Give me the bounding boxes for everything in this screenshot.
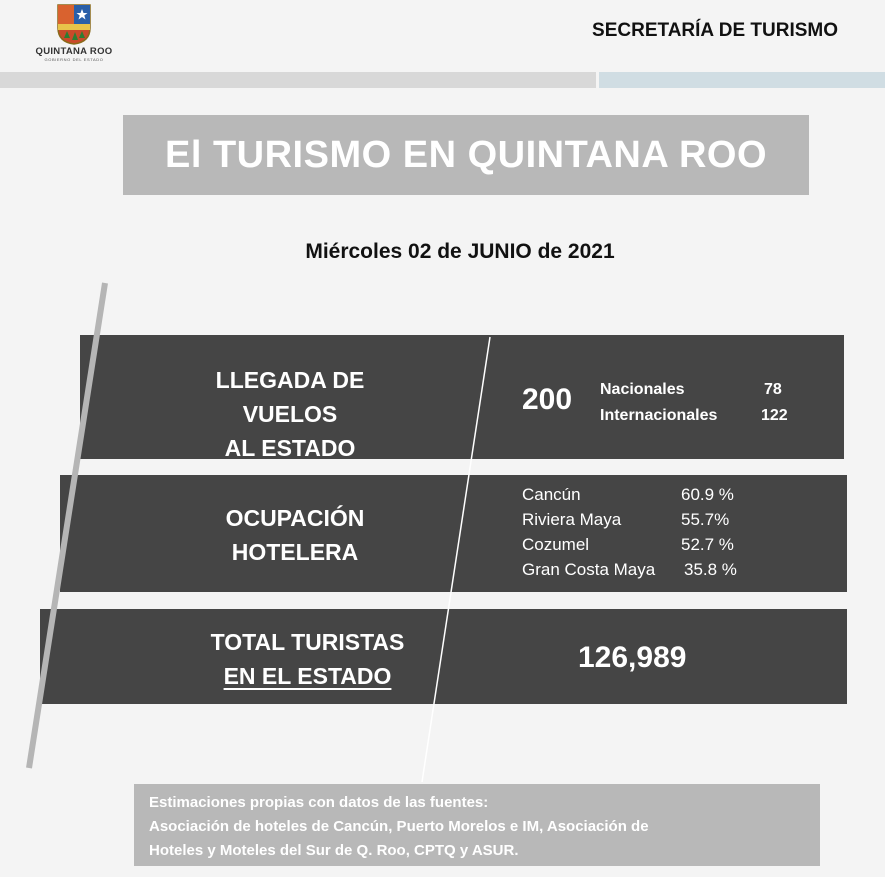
hotel-name: Cancún bbox=[522, 485, 581, 504]
vuelos-label-line1: LLEGADA DE VUELOS bbox=[215, 367, 365, 427]
hotel-name: Riviera Maya bbox=[522, 510, 622, 529]
sources-line-3: Hoteles y Moteles del Sur de Q. Roo, CPTQ y ASUR. bbox=[149, 842, 519, 859]
sources-line-1: Estimaciones propias con datos de las fuentes: bbox=[149, 794, 489, 811]
hotel-name: Cozumel bbox=[522, 535, 590, 554]
left-diagonal-line bbox=[29, 283, 105, 768]
page-title: El TURISMO EN QUINTANA ROO bbox=[165, 133, 767, 176]
turistas-total: 126,989 bbox=[578, 641, 687, 674]
sources-box bbox=[134, 784, 820, 866]
hotel-value: 60.9 % bbox=[681, 485, 734, 504]
logo-text: QUINTANA ROO bbox=[35, 46, 113, 57]
hotel-value: 55.7% bbox=[681, 510, 730, 529]
ocupacion-label-line1: OCUPACIÓN bbox=[225, 505, 365, 531]
logo-subtext: GOBIERNO DEL ESTADO bbox=[44, 57, 104, 62]
secretaria-title: SECRETARÍA DE TURISMO bbox=[592, 20, 838, 41]
ocupacion-label-line2: HOTELERA bbox=[231, 539, 359, 565]
vuelos-total: 200 bbox=[522, 383, 573, 416]
nacionales-label: Nacionales bbox=[600, 381, 685, 398]
internacionales-label: Internacionales bbox=[600, 407, 718, 424]
hotel-name: Gran Costa Maya bbox=[522, 560, 656, 579]
hotel-value: 52.7 % bbox=[681, 535, 734, 554]
center-diagonal-line bbox=[422, 337, 490, 782]
report-date: Miércoles 02 de JUNIO de 2021 bbox=[305, 240, 615, 263]
turistas-label-line1: TOTAL TURISTAS bbox=[210, 629, 405, 655]
vuelos-label-line2: AL ESTADO bbox=[224, 435, 356, 461]
nacionales-value: 78 bbox=[764, 381, 782, 398]
turistas-label-line2: EN EL ESTADO bbox=[223, 663, 392, 689]
hotel-value: 35.8 % bbox=[684, 560, 737, 579]
sources-line-2: Asociación de hoteles de Cancún, Puerto Morelos e IM, Asociación de bbox=[149, 818, 649, 835]
internacionales-value: 122 bbox=[761, 407, 788, 424]
